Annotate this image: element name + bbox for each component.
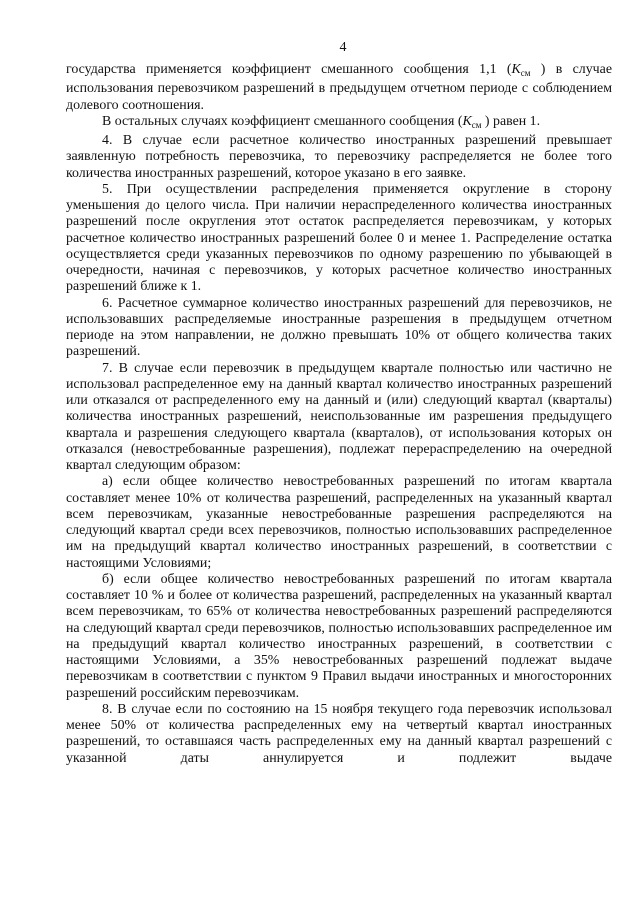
coefficient-symbol: $К_{см}$ <box>511 62 531 78</box>
page-number: 4 <box>339 40 347 55</box>
coefficient-symbol: $К_{см}$ <box>462 113 482 130</box>
paragraph-other-cases <box>66 114 612 133</box>
paragraph-item-7a: а) если общее количество невостребованных разрешений по итогам квартала составляет менее 10% от количества разрешений, распределенных на указанный квартал всем перевозчикам, указанные невостребованные разрешения распределяются на следующий квартал среди всех перевозчиков, полностью использовавших распределенное им на предыдущий квартал количество иностранных разрешений, в соответствии с настоящими Условиями; <box>66 474 612 571</box>
paragraph-text: ) в случае использования перевозчиком разрешений в предыдущем отчетном периоде с соблюдением долевого соотношения. <box>66 62 612 113</box>
paragraph-text: государства применяется коэффициент смешанного сообщения 1,1 ( <box>66 62 512 77</box>
paragraph-item-8: 8. В случае если по состоянию на 15 ноября текущего года перевозчик использовал менее 50% от количества распределенных ему на четвертый квартал иностранных разрешений, то оставшаяся часть распределенных ему на данный квартал разрешений с указанной даты аннулируется и подлежит выдаче <box>66 701 612 766</box>
paragraph-item-4: 4. В случае если расчетное количество иностранных разрешений превышает заявленную потребность перевозчика, то перевозчику распределяется не более того количества иностранных разрешений, которое указано в его заявке. <box>66 133 612 181</box>
paragraph-text: В остальных случаях коэффициент смешанного сообщения ( <box>102 113 463 129</box>
paragraph-mixed-coefficient <box>66 62 612 114</box>
paragraph-text: ) равен 1. <box>481 113 541 129</box>
paragraph-item-5: 5. При осуществлении распределения применяется округление в сторону уменьшения до целого числа. При наличии нераспределенного количества иностранных разрешений после округления этот остаток распределяется перевозчикам, у которых расчетное количество иностранных разрешений более 0 и менее 1. Распределение остатка осуществляется среди указанных перевозчиков по одному разрешению по убывающей в очередности, начиная с перевозчиков, у которых расчетное количество иностранных разрешений ближе к 1. <box>66 181 612 295</box>
paragraph-item-6: 6. Расчетное суммарное количество иностранных разрешений для перевозчиков, не использовавших распределяемые иностранные разрешения в предыдущем отчетном периоде на этом направлении, не должно превышать 10% от общего количества таких разрешений. <box>66 295 612 360</box>
paragraph-item-7b: б) если общее количество невостребованных разрешений по итогам квартала составляет 10 % и более от количества разрешений, распределенных на указанный квартал всем перевозчикам, то 65% от количества невостребованных разрешений распределяются на следующий квартал среди перевозчиков, полностью использовавших распределенное им на предыдущий квартал количество иностранных разрешений, в соответствии с настоящими Условиями, а 35% невостребованных разрешений подлежат выдаче перевозчикам в соответствии с пунктом 9 Правил выдачи иностранных и многосторонних разрешений российским перевозчикам. <box>66 571 612 701</box>
paragraph-item-7: 7. В случае если перевозчик в предыдущем квартале полностью или частично не использовал распределенное ему на данный квартал количество иностранных разрешений или отказался от распределенного ему на данный и (или) следующий квартал (кварталы) количества иностранных разрешений, неиспользованные им разрешения предыдущего квартала и разрешения следующего квартала (кварталов), от использования которых он отказался (невостребованные разрешения), подлежат перераспределению на очередной квартал следующим образом: <box>66 360 612 473</box>
